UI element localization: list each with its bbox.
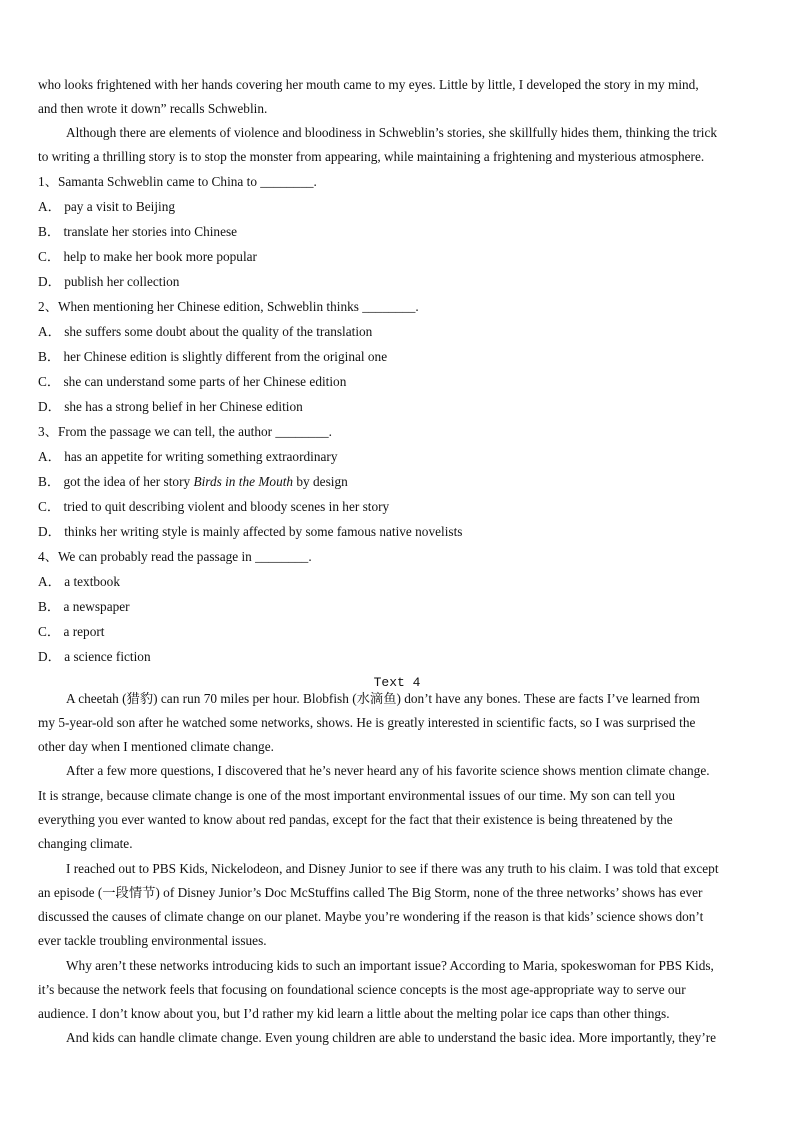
question-stem: 4、We can probably read the passage in ________. [38, 549, 312, 564]
answer-option [38, 474, 348, 490]
option-text: by design [293, 474, 348, 489]
paragraph-line: and then wrote it down” recalls Schweblin. [38, 101, 268, 116]
paragraph-line: After a few more questions, I discovered that he’s never heard any of his favorite science shows mention climate change. [66, 763, 710, 778]
paragraph-line: who looks frightened with her hands covering her mouth came to my eyes. Little by little, I developed the story in my mind, [38, 77, 699, 92]
answer-option: D． publish her collection [38, 274, 180, 289]
paragraph-line: my 5-year-old son after he watched some networks, shows. He is greatly interested in scientific facts, so I was surprised the [38, 715, 696, 730]
paragraph-line: everything you ever wanted to know about red pandas, except for the fact that their existence is being threatened by the [38, 812, 673, 827]
story-title: Birds in the Mouth [193, 474, 294, 489]
answer-option: D． she has a strong belief in her Chinese edition [38, 399, 303, 414]
paragraph-line: ever tackle troubling environmental issues. [38, 933, 267, 948]
answer-option: B． her Chinese edition is slightly different from the original one [38, 349, 388, 364]
paragraph-line: other day when I mentioned climate change. [38, 739, 274, 754]
answer-option: D． a science fiction [38, 649, 151, 664]
section-heading: Text 4 [373, 675, 421, 690]
paragraph-line: changing climate. [38, 836, 133, 851]
paragraph-line: an episode (一段情节) of Disney Junior’s Doc McStuffins called The Big Storm, none of the three networks’ shows has ever [38, 885, 703, 900]
answer-option: C． she can understand some parts of her Chinese edition [38, 374, 347, 389]
question-stem: 2、When mentioning her Chinese edition, Schweblin thinks ________. [38, 299, 419, 314]
answer-option: B． a newspaper [38, 599, 130, 614]
option-text: B． got the idea of her story [38, 474, 194, 489]
paragraph-line: to writing a thrilling story is to stop the monster from appearing, while maintaining a frightening and mysterious atmosphere. [38, 149, 705, 164]
answer-option: C． a report [38, 624, 105, 639]
question-stem: 1、Samanta Schweblin came to China to ________. [38, 174, 317, 189]
answer-option: A． she suffers some doubt about the quality of the translation [38, 324, 373, 339]
answer-option: B． translate her stories into Chinese [38, 224, 238, 239]
paragraph-line: A cheetah (猎豹) can run 70 miles per hour. Blobfish (水滴鱼) don’t have any bones. These are facts I’ve learned from [66, 691, 700, 706]
paragraph-line: It is strange, because climate change is one of the most important environmental issues of our time. My son can tell you [38, 788, 675, 803]
paragraph-line: Why aren’t these networks introducing kids to such an important issue? According to Maria, spokeswoman for PBS Kids, [66, 958, 714, 973]
answer-option: A． pay a visit to Beijing [38, 199, 176, 214]
paragraph-line: I reached out to PBS Kids, Nickelodeon, and Disney Junior to see if there was any truth to his claim. I was told that except [66, 861, 719, 876]
paragraph-line: it’s because the network feels that focusing on foundational science concepts is the most age-appropriate way to serve our [38, 982, 686, 997]
answer-option: D． thinks her writing style is mainly affected by some famous native novelists [38, 524, 463, 539]
answer-option: A． has an appetite for writing something extraordinary [38, 449, 338, 464]
paragraph-line: Although there are elements of violence and bloodiness in Schweblin’s stories, she skillfully hides them, thinking the trick [66, 125, 718, 140]
paragraph-line: And kids can handle climate change. Even young children are able to understand the basic idea. More importantly, they’re [66, 1030, 717, 1045]
paragraph-line: discussed the causes of climate change on our planet. Maybe you’re wondering if the reason is that kids’ science shows don’t [38, 909, 704, 924]
question-stem: 3、From the passage we can tell, the author ________. [38, 424, 332, 439]
answer-option: C． tried to quit describing violent and bloody scenes in her story [38, 499, 390, 514]
answer-option: C． help to make her book more popular [38, 249, 257, 264]
answer-option: A． a textbook [38, 574, 120, 589]
paragraph-line: audience. I don’t know about you, but I’d rather my kid learn a little about the melting polar ice caps than other things. [38, 1006, 670, 1021]
